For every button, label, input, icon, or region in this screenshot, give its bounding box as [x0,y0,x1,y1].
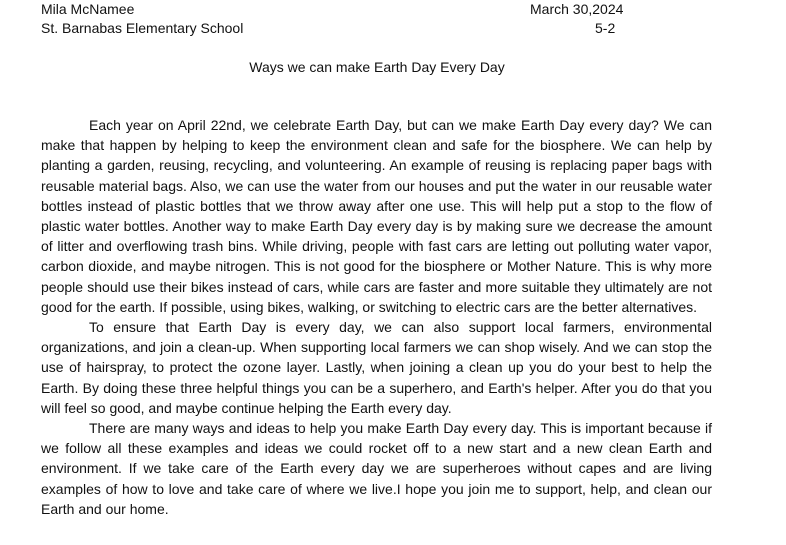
paragraph-2: To ensure that Earth Day is every day, we can also support local farmers, environmental organizations, and join a clean-up. When supporting local farmers we can shop wisely. And we can stop the use of hairspray, to protect the ozone layer. Lastly, when joining a clean up you do your best to help the Earth. By doing these three helpful things you can be a superhero, and Earth's helper. After you do that you will feel so good, and maybe continue helping the Earth every day. [41,319,712,416]
author-name: Mila McNamee [41,1,135,17]
paragraph-3: There are many ways and ideas to help you make Earth Day every day. This is important because if we follow all these examples and ideas we could rocket off to a new start and a new clean Earth and environment. If we take care of the Earth every day we are superheroes without capes and are living examples of how to love and take care of where we live.I hope you join me to support, help, and clean our Earth and our home. [41,420,712,517]
school-name: St. Barnabas Elementary School [41,20,244,36]
essay-body [41,115,712,519]
header-row-2 [41,18,786,38]
class-number: 5-2 [595,20,616,36]
header-row-1 [41,0,786,19]
paragraph-1: Each year on April 22nd, we celebrate Earth Day, but can we make Earth Day every day? We can make that happen by helping to keep the environment clean and safe for the biosphere. We can help by planting a garden, reusing, recycling, and volunteering. An example of reusing is replacing paper bags with reusable material bags. Also, we can use the water from our houses and put the water in our reusable water bottles instead of plastic bottles that we throw away after one use. This will help put a stop to the flow of plastic water bottles. Another way to make Earth Day every day is by making sure we decrease the amount of litter and overflowing trash bins. While driving, people with fast cars are letting out polluting water vapor, carbon dioxide, and maybe nitrogen. This is not good for the biosphere or Mother Nature. This is why more people should use their bikes instead of cars, while cars are faster and more suitable they ultimately are not good for the earth. If possible, using bikes, walking, or switching to electric cars are the better alternatives. [41,117,712,315]
date: March 30,2024 [530,1,624,17]
document-title: Ways we can make Earth Day Every Day [249,59,505,75]
